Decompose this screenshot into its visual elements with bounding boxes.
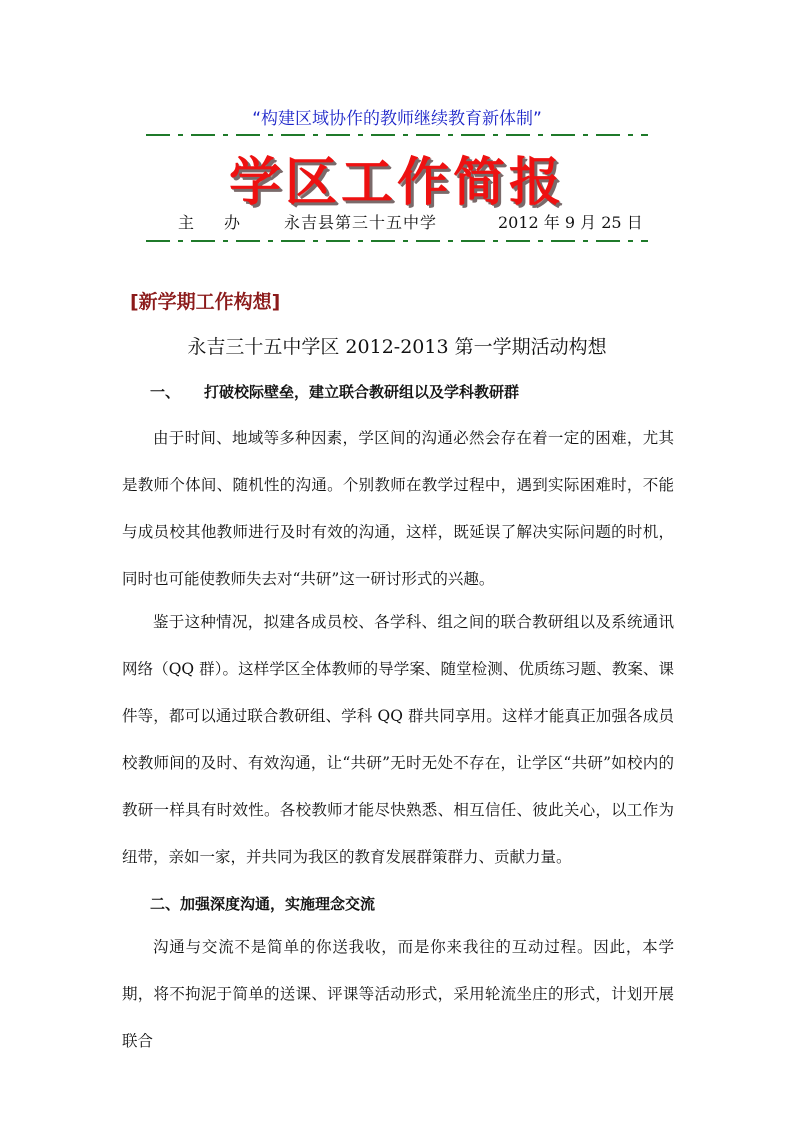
issue-date: 2012 年 9 月 25 日 [498,213,643,232]
article-title: 永吉三十五中学区 2012-2013 第一学期活动构想 [187,336,607,358]
dash-dot-rule-top [146,134,648,136]
section-heading-1-number: 一、 [150,383,181,401]
motto: “构建区域协作的教师继续教育新体制” [252,109,542,129]
section-heading-2: 二、加强深度沟通，实施理念交流 [150,895,376,913]
paragraph-2: 鉴于这种情况，拟建各成员校、各学科、组之间的联合教研组以及系统通讯网络（QQ 群）。这样学区全体教师的导学案、随堂检测、优质练习题、教案、课件等，都可以通过联合教研组、学科 QQ 群共同享用。这样才能真正加强各成员校教师间的及时、有效沟通，让“共研”无时无处不存在，让学区“共研”如校内的教研一样具有时效性。各校教师才能尽快熟悉、相互信任、彼此关心，以工作为纽带，亲如一家，并共同为我区的教育发展群策群力、贡献力量。 [122,613,674,866]
section-heading-1-text: 打破校际壁垒，建立联合教研组以及学科教研群 [204,383,520,401]
sponsor-line [0,210,794,234]
sponsor-label: 主办 [178,213,271,232]
masthead-title: 学区工作简报 [228,152,565,213]
paragraph-3: 沟通与交流不是简单的你送我收，而是你来我往的互动过程。因此，本学期，将不拘泥于简单的送课、评课等活动形式，采用轮流坐庄的形式，计划开展联合 [122,938,674,1050]
dash-dot-rule-bottom [146,240,648,242]
section-heading-1 [150,381,519,402]
section-tag: [新学期工作构想] [130,291,281,313]
sponsor-name: 永吉县第三十五中学 [284,213,438,232]
paragraph-1: 由于时间、地域等多种因素，学区间的沟通必然会存在着一定的困难，尤其是教师个体间、随机性的沟通。个别教师在教学过程中，遇到实际困难时，不能与成员校其他教师进行及时有效的沟通，这样，既延误了解决实际问题的时机，同时也可能使教师失去对“共研”这一研讨形式的兴趣。 [122,429,674,588]
